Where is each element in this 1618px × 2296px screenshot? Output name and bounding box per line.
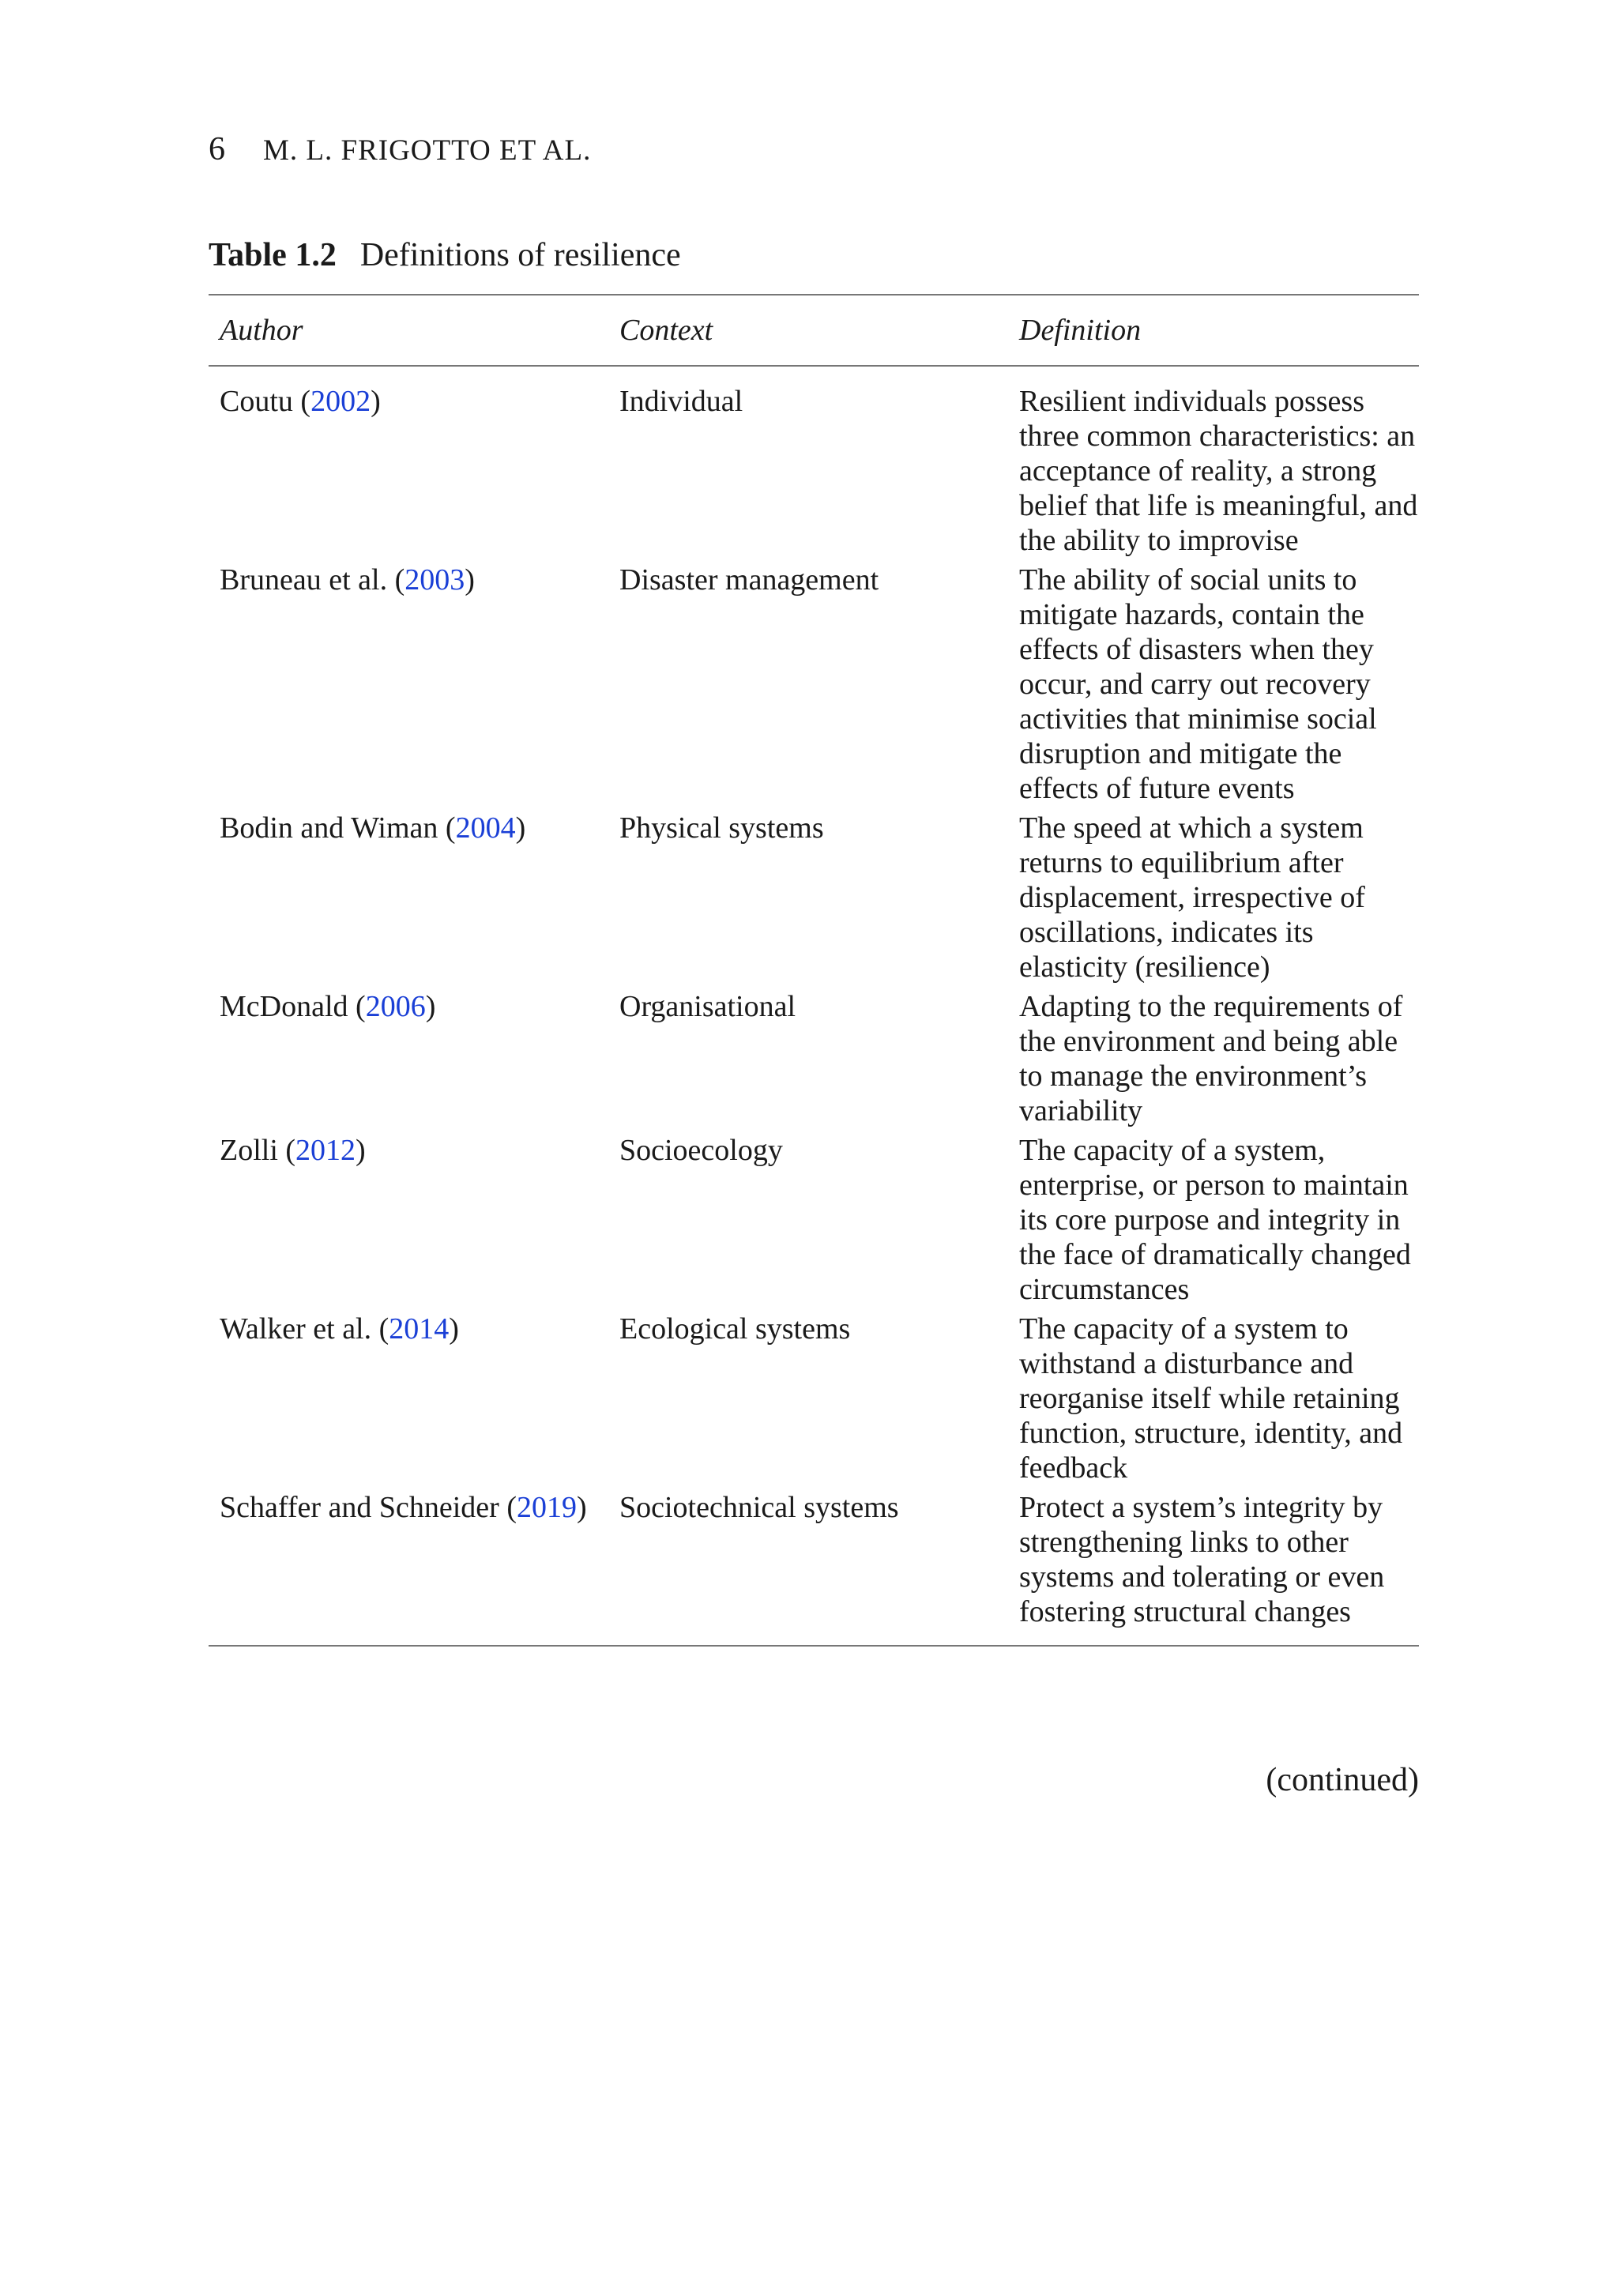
citation-year-link[interactable]: 2014 xyxy=(389,1312,450,1346)
context-cell: Disaster management xyxy=(619,563,879,597)
definition-cell: The capacity of a system, enterprise, or person to maintain its core purpose and integrity in the face of dramatically changed circumstances xyxy=(1019,1134,1411,1306)
author-cell: Walker et al. (2014) xyxy=(220,1312,459,1346)
definition-cell: The capacity of a system to withstand a disturbance and reorganise itself while retaining function, structure, identity, and feedback xyxy=(1019,1312,1403,1485)
definitions-table xyxy=(209,294,1419,1645)
author-cell: Schaffer and Schneider (2019) xyxy=(220,1491,587,1524)
continued-note: (continued) xyxy=(1266,1762,1419,1798)
author-name: Bruneau et al. xyxy=(220,563,388,597)
citation-year-link[interactable]: 2012 xyxy=(295,1134,356,1167)
context-cell: Individual xyxy=(619,385,743,418)
table-row xyxy=(209,563,1419,811)
context-cell: Organisational xyxy=(619,990,796,1023)
column-header-context: Context xyxy=(608,295,1008,366)
definition-cell: Adapting to the requirements of the environment and being able to manage the environment’s variability xyxy=(1019,990,1403,1127)
column-header-definition: Definition xyxy=(1008,295,1419,366)
author-name: Schaffer and Schneider xyxy=(220,1491,499,1524)
context-cell: Sociotechnical systems xyxy=(619,1491,899,1524)
author-name: Bodin and Wiman xyxy=(220,811,438,845)
running-head-authors: M. L. FRIGOTTO ET AL. xyxy=(263,134,592,167)
table-row xyxy=(209,1133,1419,1312)
table-caption xyxy=(209,239,681,272)
table-row xyxy=(209,1312,1419,1490)
table-bottom-rule xyxy=(209,1645,1419,1647)
author-name: McDonald xyxy=(220,990,348,1023)
author-cell: Bruneau et al. (2003) xyxy=(220,563,475,597)
definition-cell: The ability of social units to mitigate hazards, contain the effects of disasters when they occur, and carry out recovery activities that minimise social disruption and mitigate the effects of future events xyxy=(1019,563,1377,805)
table-caption-label: Table 1.2 xyxy=(209,237,337,273)
running-head xyxy=(209,133,591,166)
author-name: Walker et al. xyxy=(220,1312,372,1346)
table-caption-title: Definitions of resilience xyxy=(359,237,681,273)
citation-year-link[interactable]: 2006 xyxy=(365,990,426,1023)
author-cell: Bodin and Wiman (2004) xyxy=(220,811,526,845)
table-row xyxy=(209,1490,1419,1645)
author-cell: McDonald (2006) xyxy=(220,990,436,1023)
author-name: Zolli xyxy=(220,1134,278,1167)
table-row xyxy=(209,811,1419,989)
author-name: Coutu xyxy=(220,385,293,418)
definition-cell: Protect a system’s integrity by strengthening links to other systems and tolerating or even fostering structural changes xyxy=(1019,1491,1385,1628)
table-header-row xyxy=(209,295,1419,366)
context-cell: Ecological systems xyxy=(619,1312,851,1346)
citation-year-link[interactable]: 2019 xyxy=(516,1491,577,1524)
column-header-author: Author xyxy=(209,295,608,366)
definitions-table-container xyxy=(209,294,1419,1647)
citation-year-link[interactable]: 2004 xyxy=(455,811,516,845)
table-row xyxy=(209,366,1419,563)
definition-cell: The speed at which a system returns to equilibrium after displacement, irrespective of oscillations, indicates its elasticity (resilience) xyxy=(1019,811,1365,984)
table-row xyxy=(209,989,1419,1133)
author-cell: Zolli (2012) xyxy=(220,1134,366,1167)
definition-cell: Resilient individuals possess three common characteristics: an acceptance of reality, a strong belief that life is meaningful, and the ability to improvise xyxy=(1019,385,1418,557)
citation-year-link[interactable]: 2003 xyxy=(404,563,465,597)
author-cell: Coutu (2002) xyxy=(220,385,381,418)
citation-year-link[interactable]: 2002 xyxy=(310,385,371,418)
page-number: 6 xyxy=(209,131,225,167)
context-cell: Socioecology xyxy=(619,1134,783,1167)
context-cell: Physical systems xyxy=(619,811,824,845)
